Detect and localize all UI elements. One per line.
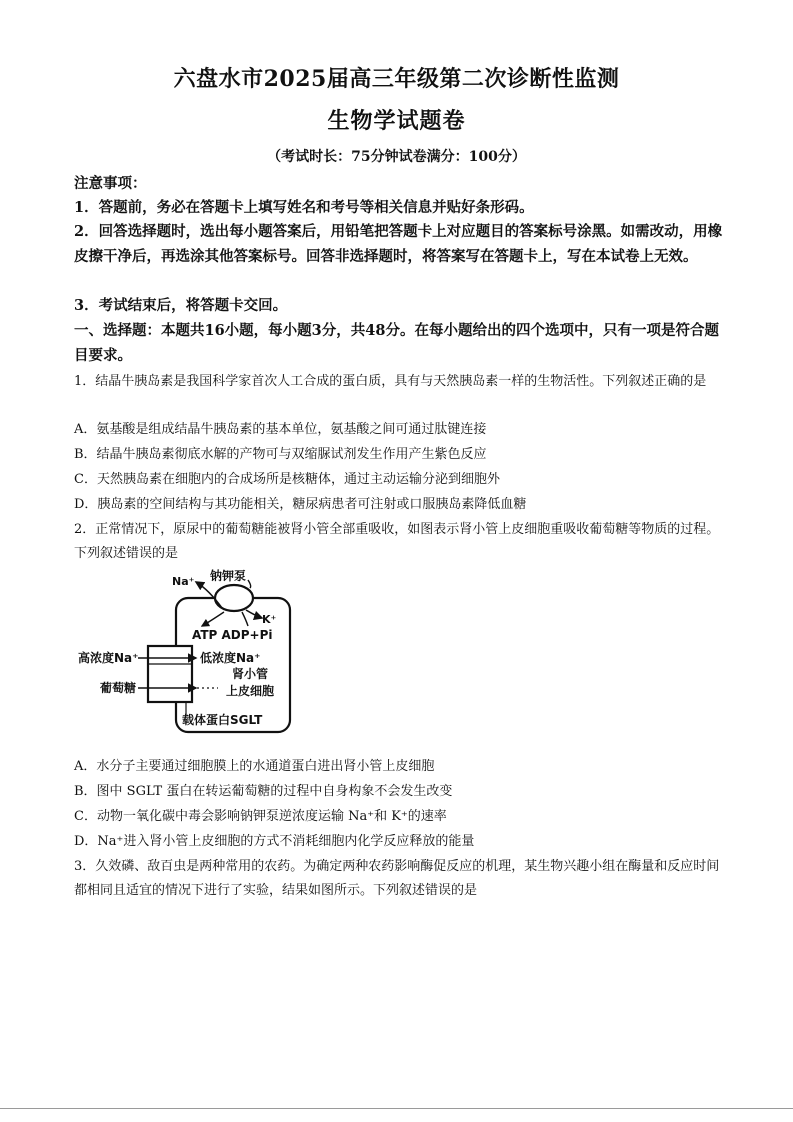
q1-option-a: A．氨基酸是组成结晶牛胰岛素的基本单位，氨基酸之间可通过肽键连接 [74,422,487,437]
notice-item-2: 2．回答选择题时，选出每小题答案后，用铅笔把答题卡上对应题目的答案标号涂黑。如需改动，用橡皮擦干净后，再选涂其他答案标号。回答非选择题时，将答案写在答题卡上，写在本试卷上无效。 [74,223,723,265]
exam-subject: 生物学试题卷 [327,108,466,134]
q1-option-b: B．结晶牛胰岛素彻底水解的产物可与双缩脲试剂发生作用产生紫色反应 [74,447,487,462]
renal-cell-diagram [74,568,304,738]
k-in-arrow [246,610,262,618]
page-bottom-rule [0,1108,793,1109]
k-label: K⁺ [262,613,277,626]
notice-item-1: 1．答题前，务必在答题卡上填写姓名和考号等相关信息并贴好条形码。 [74,199,534,216]
q2-option-a: A．水分子主要通过细胞膜上的水通道蛋白进出肾小管上皮细胞 [74,759,435,774]
high-na-label: 高浓度Na⁺ [78,651,139,665]
carrier-label: 载体蛋白SGLT [182,713,263,727]
sglt-carrier-shape [148,646,192,702]
cell-label-line2: 上皮细胞 [226,684,275,698]
exam-title: 六盘水市2025届高三年级第二次诊断性监测 [173,66,620,92]
q1-option-d: D．胰岛素的空间结构与其功能相关，糖尿病患者可注射或口服胰岛素降低血糖 [74,497,527,512]
q2-option-b: B．图中 SGLT 蛋白在转运葡萄糖的过程中自身构象不会发生改变 [74,784,453,799]
q2-stem: 2．正常情况下，原尿中的葡萄糖能被肾小管全部重吸收，如图表示肾小管上皮细胞重吸收葡萄糖等物质的过程。下列叙述错误的是 [74,522,720,561]
low-na-label: 低浓度Na⁺ [200,651,261,665]
na-top-label: Na⁺ [172,575,195,588]
pump-label: 钠钾泵 [210,569,247,583]
q1-option-c: C．天然胰岛素在细胞内的合成场所是核糖体，通过主动运输分泌到细胞外 [74,472,500,487]
q1-stem: 1．结晶牛胰岛素是我国科学家首次人工合成的蛋白质，具有与天然胰岛素一样的生物活性。下列叙述正确的是 [74,374,707,389]
q2-option-c: C．动物一氧化碳中毒会影响钠钾泵逆浓度运输 Na⁺和 K⁺的速率 [74,809,447,824]
exam-duration-score: （考试时长：75分钟试卷满分：100分） [267,149,526,165]
notice-item-3: 3．考试结束后，将答题卡交回。 [74,297,288,314]
pump-top-arrow [248,580,251,588]
glucose-label: 葡萄糖 [100,681,137,695]
q3-stem: 3．久效磷、敌百虫是两种常用的农药。为确定两种农药影响酶促反应的机理，某生物兴趣小组在酶量和反应时间都相同且适宜的情况下进行了实验，结果如图所示。下列叙述错误的是 [74,859,720,898]
notice-heading: 注意事项： [74,175,147,192]
q2-option-d: D．Na⁺进入肾小管上皮细胞的方式不消耗细胞内化学反应释放的能量 [74,834,475,849]
cell-label-line1: 肾小管 [232,667,269,681]
atp-arrow [202,612,224,626]
section-1-heading: 一、选择题：本题共16小题，每小题3分，共48分。在每小题给出的四个选项中，只有一项是符合题目要求。 [74,322,719,364]
atp-label: ATP ADP+Pi [192,628,273,642]
adp-arrow [242,612,248,626]
